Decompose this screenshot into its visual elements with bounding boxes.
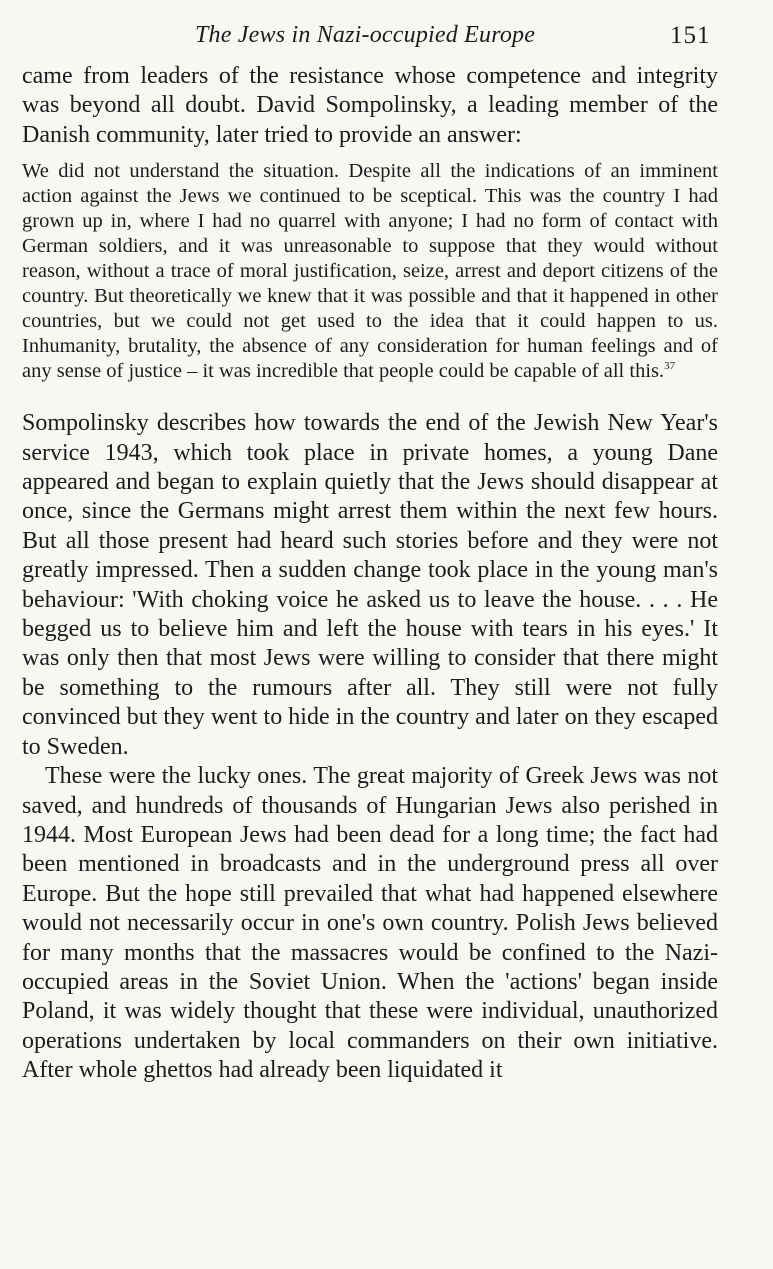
running-header (0, 22, 773, 52)
footnote-marker: 37 (664, 360, 676, 373)
page-number: 151 (670, 22, 711, 49)
paragraph-continuation: came from leaders of the resistance whose competence and integrity was beyond all doubt. David Sompolinsky, a leading member of the Danish community, later tried to provide an answer: (22, 63, 718, 148)
paragraph-lucky-ones: These were the lucky ones. The great majority of Greek Jews was not saved, and hundreds of thousands of Hungarian Jews also perished in 1944. Most European Jews had been dead for a long time; the fact had been mentioned in broadcasts and in the underground press all over Europe. But the hope still prevailed that what had happened elsewhere would not necessarily occur in one's own country. Polish Jews believed for many months that the massacres would be confined to the Nazi-occupied areas in the Soviet Union. When the 'actions' began inside Poland, it was widely thought that these were individual, unauthorized operations undertaken by local commanders on their own initiative. After whole ghettos had already been liquidated it (22, 763, 718, 1084)
page-body (22, 62, 718, 1086)
block-quote-text: We did not understand the situation. Despite all the indications of an imminent action against the Jews we continued to be sceptical. This was the country I had grown up in, where I had no quarrel with anyone; I had no form of contact with German soldiers, and it was unreasonable to suppose that they would without reason, without a trace of moral justification, seize, arrest and deport citizens of the country. But theoretically we knew that it was possible and that it happened in other countries, but we could not get used to the idea that it could happen to us. Inhumanity, brutality, the absence of any consideration for human feelings and of any sense of justice – it was incredible that people could be capable of all this. (22, 160, 718, 383)
running-title: The Jews in Nazi-occupied Europe (195, 22, 536, 48)
paragraph-sompolinsky: Sompolinsky describes how towards the end of the Jewish New Year's service 1943, which took place in private homes, a young Dane appeared and began to explain quietly that the Jews should disappear at once, since the Germans might arrest them within the next few hours. But all those present had heard such stories before and they were not greatly impressed. Then a sudden change took place in the young man's behaviour: 'With choking voice he asked us to leave the house. . . . He begged us to believe him and left the house with tears in his eyes.' It was only then that most Jews were willing to consider that there might be something to the rumours after all. They still were not fully convinced but they went to hide in the country and later on they escaped to Sweden. (22, 410, 718, 760)
block-quote (22, 159, 718, 384)
